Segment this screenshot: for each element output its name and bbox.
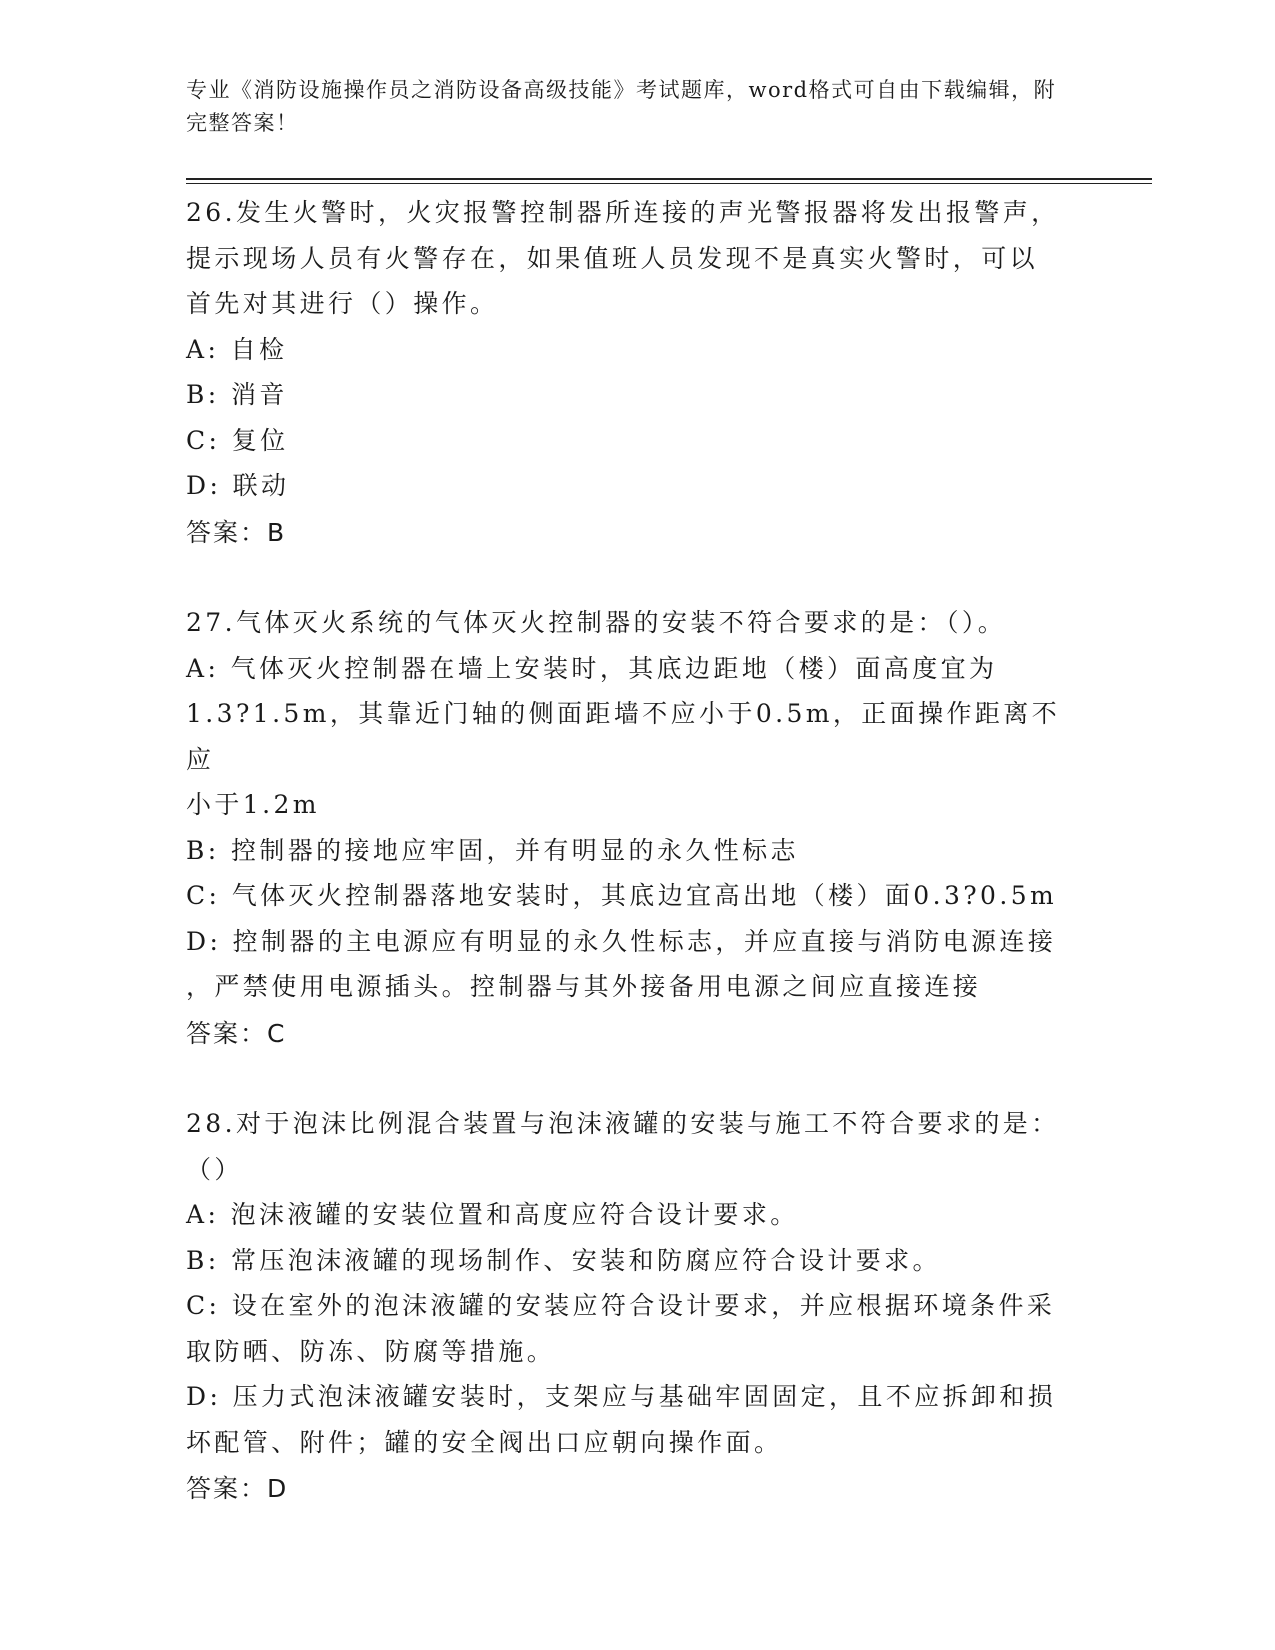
option-c: C: 设在室外的泡沫液罐的安装应符合设计要求，并应根据环境条件采 (186, 1291, 1056, 1320)
header-divider-thick (186, 178, 1152, 180)
option-a-continued: 1.3?1.5m，其靠近门轴的侧面距墙不应小于0.5m，正面操作距离不应 (186, 699, 1061, 774)
option-c: C: 气体灭火控制器落地安装时，其底边宜高出地（楼）面0.3?0.5m (186, 881, 1058, 910)
option-a-continued: 小于1.2m (186, 790, 320, 819)
option-a: A: 自检 (186, 334, 288, 364)
question-28 (186, 1101, 1086, 1512)
option-b: B: 常压泡沫液罐的现场制作、安装和防腐应符合设计要求。 (186, 1245, 941, 1275)
answer-line: 答案：B (186, 517, 287, 547)
question-stem-line: 28.对于泡沫比例混合装置与泡沫液罐的安装与施工不符合要求的是： (186, 1109, 1060, 1138)
question-stem-line: 首先对其进行（）操作。 (186, 289, 499, 318)
option-d-continued: 坏配管、附件；罐的安全阀出口应朝向操作面。 (186, 1427, 783, 1457)
document-header (186, 74, 1066, 140)
option-b: B: 消音 (186, 380, 288, 409)
question-stem-line: （） (186, 1154, 243, 1184)
header-title: 专业《消防设施操作员之消防设备高级技能》考试题库，word格式可自由下载编辑，附完整答案！ (186, 78, 1057, 135)
option-a: A: 泡沫液罐的安装位置和高度应符合设计要求。 (186, 1200, 799, 1229)
option-a: A: 气体灭火控制器在墙上安装时，其底边距地（楼）面高度宜为 (186, 653, 998, 683)
option-c: C: 复位 (186, 425, 289, 455)
question-stem-line: 26.发生火警时，火灾报警控制器所连接的声光警报器将发出报警声， (186, 198, 1060, 227)
option-d: D: 联动 (186, 471, 290, 500)
option-d: D: 压力式泡沫液罐安装时，支架应与基础牢固固定，且不应拆卸和损 (186, 1382, 1057, 1411)
question-26 (186, 190, 1086, 555)
option-d: D: 控制器的主电源应有明显的永久性标志，并应直接与消防电源连接 (186, 926, 1057, 956)
option-b: B: 控制器的接地应牢固，并有明显的永久性标志 (186, 835, 799, 865)
header-divider-thin (186, 183, 1152, 184)
question-stem-line: 提示现场人员有火警存在，如果值班人员发现不是真实火警时，可以 (186, 243, 1039, 273)
question-list (186, 190, 1086, 1557)
option-c-continued: 取防晒、防冻、防腐等措施。 (186, 1336, 556, 1366)
answer-line: 答案：C (186, 1018, 287, 1048)
option-d-continued: ，严禁使用电源插头。控制器与其外接备用电源之间应直接连接 (186, 972, 982, 1001)
question-27 (186, 600, 1086, 1056)
answer-line: 答案：D (186, 1474, 289, 1503)
question-stem-line: 27.气体灭火系统的气体灭火控制器的安装不符合要求的是：（）。 (186, 608, 1007, 637)
